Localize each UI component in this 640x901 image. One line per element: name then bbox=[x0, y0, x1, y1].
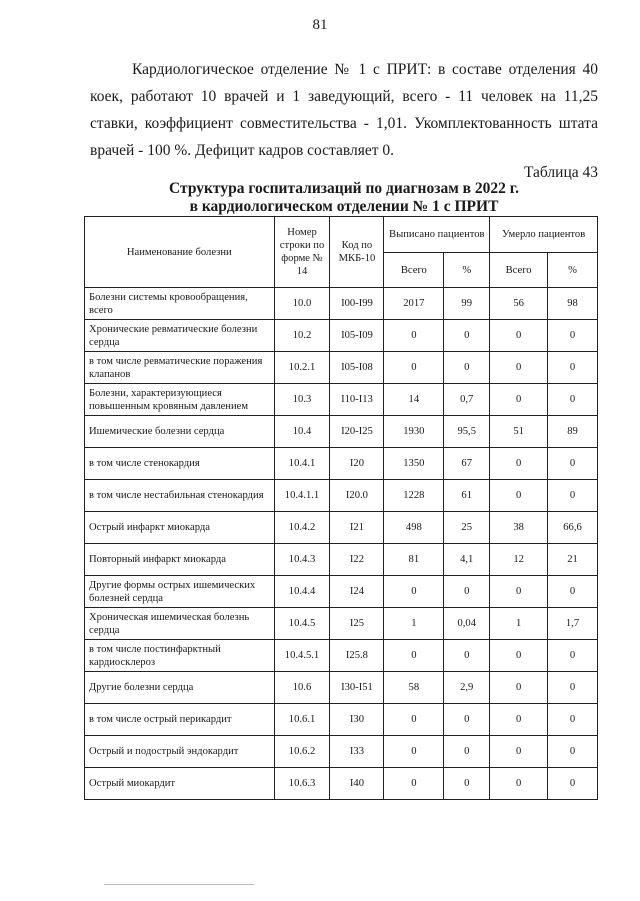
cell-discharged-total: 0 bbox=[384, 320, 444, 352]
cell-row-number: 10.4.1 bbox=[274, 448, 330, 480]
table-row bbox=[85, 288, 598, 320]
cell-died-percent: 0 bbox=[548, 480, 598, 512]
cell-discharged-percent: 67 bbox=[444, 448, 490, 480]
table-caption: Таблица 43 bbox=[523, 164, 598, 181]
cell-died-total: 0 bbox=[490, 672, 548, 704]
cell-row-number: 10.6 bbox=[274, 672, 330, 704]
header-disease-name: Наименование болезни bbox=[85, 217, 275, 288]
cell-discharged-total: 1930 bbox=[384, 416, 444, 448]
cell-disease-name: Другие формы острых ишемических болезней сердца bbox=[85, 576, 275, 608]
cell-discharged-percent: 0,04 bbox=[444, 608, 490, 640]
cell-died-total: 1 bbox=[490, 608, 548, 640]
table-row bbox=[85, 320, 598, 352]
cell-died-total: 0 bbox=[490, 576, 548, 608]
cell-died-total: 56 bbox=[490, 288, 548, 320]
cell-discharged-total: 2017 bbox=[384, 288, 444, 320]
table-body bbox=[85, 288, 598, 800]
cell-died-percent: 0 bbox=[548, 736, 598, 768]
cell-discharged-total: 0 bbox=[384, 576, 444, 608]
cell-icd-code: I00-I99 bbox=[330, 288, 384, 320]
cell-icd-code: I33 bbox=[330, 736, 384, 768]
cell-discharged-percent: 4,1 bbox=[444, 544, 490, 576]
cell-discharged-total: 1228 bbox=[384, 480, 444, 512]
page-number: 81 bbox=[312, 17, 328, 33]
cell-discharged-total: 14 bbox=[384, 384, 444, 416]
cell-died-total: 0 bbox=[490, 320, 548, 352]
table-row bbox=[85, 672, 598, 704]
cell-disease-name: Болезни, характеризующиеся повышенным кровяным давлением bbox=[85, 384, 275, 416]
cell-discharged-total: 0 bbox=[384, 704, 444, 736]
cell-died-percent: 89 bbox=[548, 416, 598, 448]
table-title-line-1: Структура госпитализаций по диагнозам в 2022 г. bbox=[169, 180, 519, 197]
cell-died-total: 12 bbox=[490, 544, 548, 576]
header-discharged: Выписано пациентов bbox=[384, 217, 490, 253]
cell-disease-name: Болезни системы кровообращения, всего bbox=[85, 288, 275, 320]
cell-disease-name: Острый и подострый эндокардит bbox=[85, 736, 275, 768]
header-died: Умерло пациентов bbox=[490, 217, 598, 253]
cell-discharged-percent: 0 bbox=[444, 320, 490, 352]
cell-row-number: 10.4 bbox=[274, 416, 330, 448]
cell-discharged-total: 0 bbox=[384, 640, 444, 672]
table-row bbox=[85, 512, 598, 544]
cell-row-number: 10.2 bbox=[274, 320, 330, 352]
cell-row-number: 10.6.1 bbox=[274, 704, 330, 736]
cell-icd-code: I22 bbox=[330, 544, 384, 576]
cell-disease-name: Хроническая ишемическая болезнь сердца bbox=[85, 608, 275, 640]
cell-discharged-percent: 0 bbox=[444, 352, 490, 384]
cell-icd-code: I40 bbox=[330, 768, 384, 800]
cell-died-percent: 0 bbox=[548, 768, 598, 800]
cell-icd-code: I05-I08 bbox=[330, 352, 384, 384]
table-row bbox=[85, 448, 598, 480]
cell-died-percent: 66,6 bbox=[548, 512, 598, 544]
cell-died-percent: 21 bbox=[548, 544, 598, 576]
table-row bbox=[85, 544, 598, 576]
header-row-top bbox=[85, 217, 598, 253]
cell-icd-code: I21 bbox=[330, 512, 384, 544]
table-row bbox=[85, 352, 598, 384]
cell-discharged-percent: 0 bbox=[444, 640, 490, 672]
cell-died-percent: 98 bbox=[548, 288, 598, 320]
cell-died-total: 0 bbox=[490, 768, 548, 800]
cell-died-total: 0 bbox=[490, 704, 548, 736]
footer-divider bbox=[104, 884, 254, 885]
cell-died-percent: 0 bbox=[548, 576, 598, 608]
cell-icd-code: I30 bbox=[330, 704, 384, 736]
cell-died-percent: 0 bbox=[548, 352, 598, 384]
cell-disease-name: Хронические ревматические болезни сердца bbox=[85, 320, 275, 352]
cell-icd-code: I05-I09 bbox=[330, 320, 384, 352]
cell-discharged-total: 498 bbox=[384, 512, 444, 544]
cell-died-total: 0 bbox=[490, 480, 548, 512]
header-discharged-total: Всего bbox=[384, 253, 444, 288]
intro-paragraph bbox=[90, 56, 598, 164]
table-row bbox=[85, 416, 598, 448]
cell-row-number: 10.6.2 bbox=[274, 736, 330, 768]
cell-row-number: 10.4.5.1 bbox=[274, 640, 330, 672]
cell-disease-name: в том числе стенокардия bbox=[85, 448, 275, 480]
cell-icd-code: I20 bbox=[330, 448, 384, 480]
cell-icd-code: I24 bbox=[330, 576, 384, 608]
cell-discharged-total: 58 bbox=[384, 672, 444, 704]
cell-row-number: 10.4.4 bbox=[274, 576, 330, 608]
table-row bbox=[85, 736, 598, 768]
cell-disease-name: Ишемические болезни сердца bbox=[85, 416, 275, 448]
cell-died-percent: 0 bbox=[548, 704, 598, 736]
cell-disease-name: в том числе нестабильная стенокардия bbox=[85, 480, 275, 512]
cell-discharged-total: 1 bbox=[384, 608, 444, 640]
cell-icd-code: I25.8 bbox=[330, 640, 384, 672]
cell-icd-code: I20.0 bbox=[330, 480, 384, 512]
header-died-total: Всего bbox=[490, 253, 548, 288]
cell-icd-code: I25 bbox=[330, 608, 384, 640]
cell-died-percent: 0 bbox=[548, 320, 598, 352]
cell-died-total: 51 bbox=[490, 416, 548, 448]
cell-died-total: 0 bbox=[490, 736, 548, 768]
cell-died-percent: 0 bbox=[548, 384, 598, 416]
table-title bbox=[90, 180, 598, 216]
cell-discharged-percent: 0 bbox=[444, 704, 490, 736]
cell-discharged-percent: 0 bbox=[444, 768, 490, 800]
cell-died-total: 0 bbox=[490, 384, 548, 416]
cell-died-percent: 1,7 bbox=[548, 608, 598, 640]
cell-died-total: 0 bbox=[490, 352, 548, 384]
cell-discharged-percent: 0 bbox=[444, 736, 490, 768]
cell-row-number: 10.4.1.1 bbox=[274, 480, 330, 512]
header-discharged-percent: % bbox=[444, 253, 490, 288]
table-row bbox=[85, 768, 598, 800]
cell-discharged-percent: 95,5 bbox=[444, 416, 490, 448]
cell-discharged-percent: 25 bbox=[444, 512, 490, 544]
cell-disease-name: Другие болезни сердца bbox=[85, 672, 275, 704]
cell-row-number: 10.2.1 bbox=[274, 352, 330, 384]
hospitalization-table bbox=[84, 216, 598, 800]
table-row bbox=[85, 704, 598, 736]
cell-row-number: 10.4.2 bbox=[274, 512, 330, 544]
cell-discharged-percent: 0 bbox=[444, 576, 490, 608]
cell-icd-code: I10-I13 bbox=[330, 384, 384, 416]
cell-discharged-percent: 61 bbox=[444, 480, 490, 512]
table-row bbox=[85, 480, 598, 512]
cell-died-total: 0 bbox=[490, 448, 548, 480]
cell-row-number: 10.4.3 bbox=[274, 544, 330, 576]
cell-disease-name: Острый миокардит bbox=[85, 768, 275, 800]
header-row-number: Номер строки по форме № 14 bbox=[274, 217, 330, 288]
cell-died-percent: 0 bbox=[548, 640, 598, 672]
cell-discharged-percent: 2,9 bbox=[444, 672, 490, 704]
cell-disease-name: Повторный инфаркт миокарда bbox=[85, 544, 275, 576]
header-died-percent: % bbox=[548, 253, 598, 288]
table-row bbox=[85, 576, 598, 608]
cell-row-number: 10.0 bbox=[274, 288, 330, 320]
cell-died-percent: 0 bbox=[548, 672, 598, 704]
cell-discharged-total: 1350 bbox=[384, 448, 444, 480]
cell-died-total: 38 bbox=[490, 512, 548, 544]
cell-disease-name: в том числе острый перикардит bbox=[85, 704, 275, 736]
cell-discharged-total: 0 bbox=[384, 736, 444, 768]
cell-disease-name: в том числе постинфарктный кардиосклероз bbox=[85, 640, 275, 672]
cell-icd-code: I20-I25 bbox=[330, 416, 384, 448]
cell-discharged-total: 81 bbox=[384, 544, 444, 576]
table-row bbox=[85, 384, 598, 416]
cell-discharged-percent: 0,7 bbox=[444, 384, 490, 416]
cell-row-number: 10.6.3 bbox=[274, 768, 330, 800]
intro-text: Кардиологическое отделение № 1 с ПРИТ: в составе отделения 40 коек, работают 10 врачей и 1 заведующий, всего - 11 человек на 11,25 ставки, коэффициент совместительства - 1,01. Укомплектованность штата врачей - 100 %. Дефицит кадров составляет 0. bbox=[90, 61, 598, 159]
cell-discharged-percent: 99 bbox=[444, 288, 490, 320]
cell-disease-name: в том числе ревматические поражения клапанов bbox=[85, 352, 275, 384]
cell-discharged-total: 0 bbox=[384, 768, 444, 800]
cell-row-number: 10.4.5 bbox=[274, 608, 330, 640]
table-title-line-2: в кардиологическом отделении № 1 с ПРИТ bbox=[189, 198, 499, 215]
cell-discharged-total: 0 bbox=[384, 352, 444, 384]
header-icd-code: Код по МКБ-10 bbox=[330, 217, 384, 288]
cell-icd-code: I30-I51 bbox=[330, 672, 384, 704]
cell-died-total: 0 bbox=[490, 640, 548, 672]
table-row bbox=[85, 640, 598, 672]
table-row bbox=[85, 608, 598, 640]
cell-row-number: 10.3 bbox=[274, 384, 330, 416]
cell-disease-name: Острый инфаркт миокарда bbox=[85, 512, 275, 544]
cell-died-percent: 0 bbox=[548, 448, 598, 480]
